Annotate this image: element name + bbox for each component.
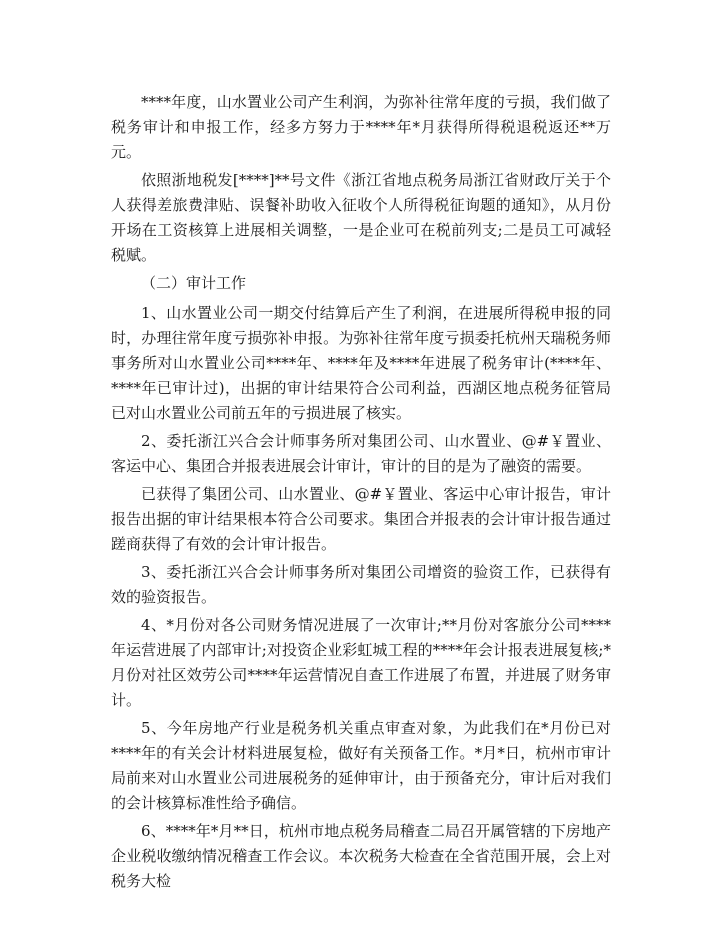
audit-item-6: 6、****年*月**日，杭州市地点税务局稽查二局召开属管辖的下房地产企业税收缴纳情况稽查工作会议。本次税务大检查在全省范围开展，会上对税务大检 [111,822,611,890]
paragraph-tax-refund: ****年度，山水置业公司产生利润，为弥补往常年度的亏损，我们做了税务审计和申报工作，经多方努力于****年*月获得所得税退税返还**万元。 [111,93,611,161]
audit-item-1: 1、山水置业公司一期交付结算后产生了利润，在进展所得税申报的同时，办理往常年度亏损弥补申报。为弥补往常年度亏损委托杭州天瑞税务师事务所对山水置业公司****年、****年及****年进展了税务审计(****年、****年已审计过)，出据的审计结果符合公司利益，西湖区地点税务征管局已对山水置业公司前五年的亏损进展了核实。 [111,304,611,422]
audit-item-2: 2、委托浙江兴合会计师事务所对集团公司、山水置业、@#￥置业、客运中心、集团合并报表进展会计审计，审计的目的是为了融资的需要。 [111,432,611,475]
section-heading-audit-work: （二）审计工作 [141,274,247,292]
audit-item-2-followup: 已获得了集团公司、山水置业、@#￥置业、客运中心审计报告，审计报告出据的审计结果根本符合公司要求。集团合并报表的会计审计报告通过蹉商获得了有效的会计审计报告。 [111,485,611,553]
audit-item-5: 5、今年房地产行业是税务机关重点审查对象，为此我们在*月份已对****年的有关会计材料进展复检，做好有关预备工作。*月*日，杭州市审计局前来对山水置业公司进展税务的延伸审计，由于预备充分，审计后对我们的会计核算标准性给予确信。 [111,719,611,812]
audit-item-4: 4、*月份对各公司财务情况进展了一次审计;**月份对客旅分公司****年运营进展了内部审计;对投资企业彩虹城工程的****年会计报表进展复核;*月份对社区效劳公司****年运营情况自查工作进展了布置，并进展了财务审计。 [111,616,611,709]
paragraph-travel-allowance-tax: 依照浙地税发[****]**号文件《浙江省地点税务局浙江省财政厅关于个人获得差旅费津贴、误餐补助收入征收个人所得税征询题的通知》，从月份开场在工资核算上进展相关调整，一是企业可在税前列支;二是员工可减轻税赋。 [111,171,611,264]
audit-item-3: 3、委托浙江兴合会计师事务所对集团公司增资的验资工作，已获得有效的验资报告。 [111,563,611,606]
document-body [111,90,611,897]
